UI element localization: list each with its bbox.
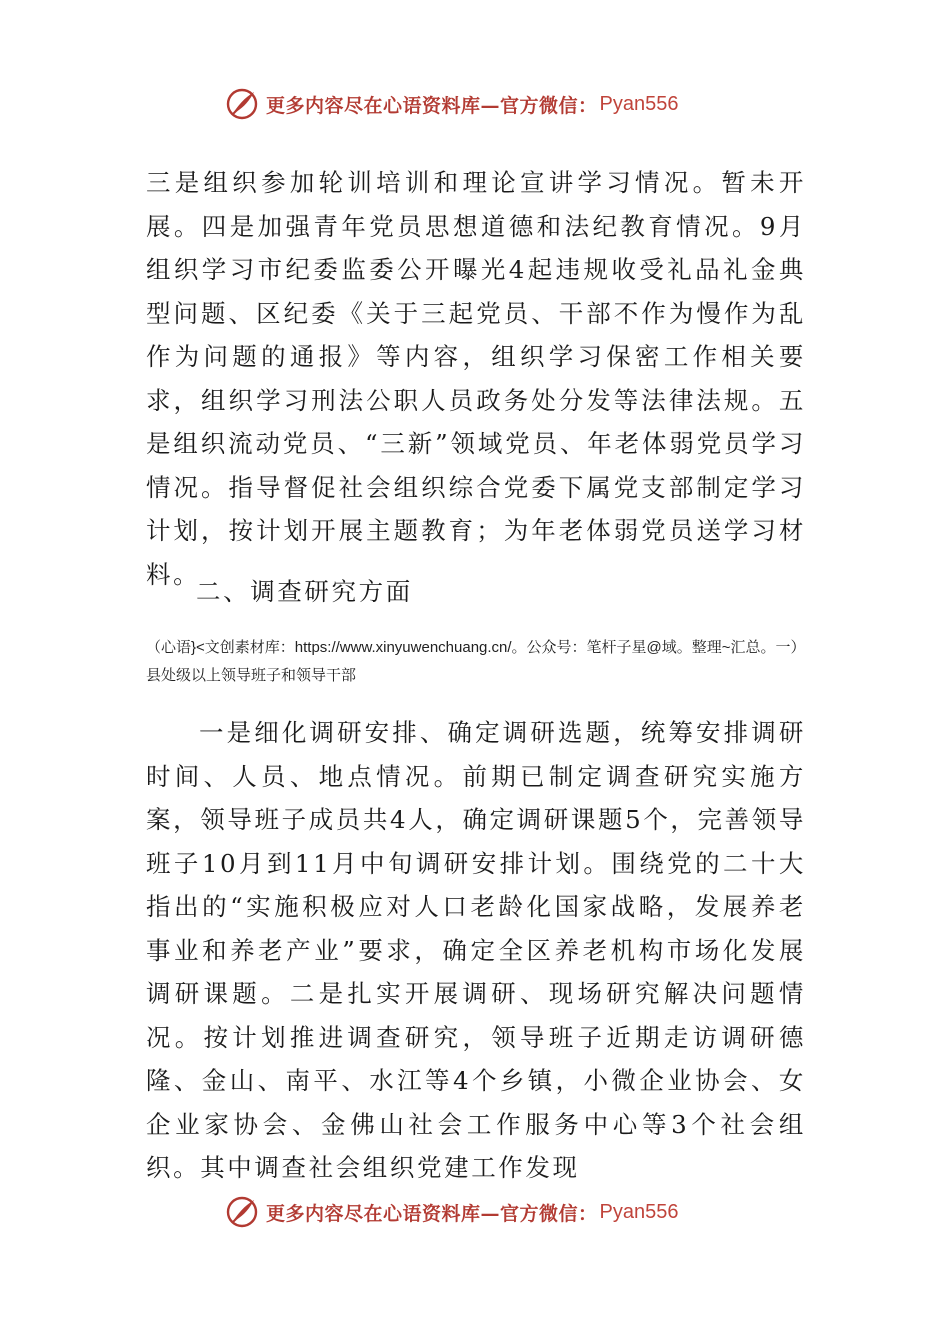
banner-site-text: 更多内容尽在心语资料库—官方微信： bbox=[266, 94, 598, 117]
source-note: （心语}<文创素材库：https://www.xinyuwenchuang.cn/。公众号：笔杆子星@域。整理~汇总。一）县处级以上领导班子和领导干部 bbox=[146, 639, 806, 684]
banner-wechat-id: Pyan556 bbox=[599, 1200, 679, 1223]
body-paragraph-2: 一是细化调研安排、确定调研选题，统筹安排调研时间、人员、地点情况。前期已制定调查研究实施方案，领导班子成员共4人，确定调研课题5个，完善领导班子10月到11月中旬调研安排计划。围绕党的二十大指出的“实施积极应对人口老龄化国家战略，发展养老事业和养老产业”要求，确定全区养老机构市场化发展调研课题。二是扎实开展调研、现场研究解决问题情况。按计划推进调查研究，领导班子近期走访调研德隆、金山、南平、水江等4个乡镇，小微企业协会、女企业家协会、金佛山社会工作服务中心等3个社会组织。其中调查社会组织党建工作发现 bbox=[146, 718, 806, 1182]
header-banner bbox=[224, 86, 678, 122]
footer-banner bbox=[224, 1194, 678, 1230]
body-paragraph-1: 三是组织参加轮训培训和理论宣讲学习情况。暂未开展。四是加强青年党员思想道德和法纪教育情况。9月组织学习市纪委监委公开曝光4起违规收受礼品礼金典型问题、区纪委《关于三起党员、干部不作为慢作为乱作为问题的通报》等内容，组织学习保密工作相关要求，组织学习刑法公职人员政务处分发等法律法规。五是组织流动党员、“三新”领域党员、年老体弱党员学习情况。指导督促社会组织综合党委下属党支部制定学习计划，按计划开展主题教育；为年老体弱党员送学习材料。 bbox=[146, 168, 806, 589]
section-heading: 二、调查研究方面 bbox=[196, 577, 413, 606]
quill-logo-icon bbox=[224, 1194, 260, 1230]
quill-logo-icon bbox=[224, 86, 260, 122]
banner-wechat-id: Pyan556 bbox=[599, 92, 679, 115]
banner-site-text: 更多内容尽在心语资料库—官方微信： bbox=[266, 1202, 598, 1225]
